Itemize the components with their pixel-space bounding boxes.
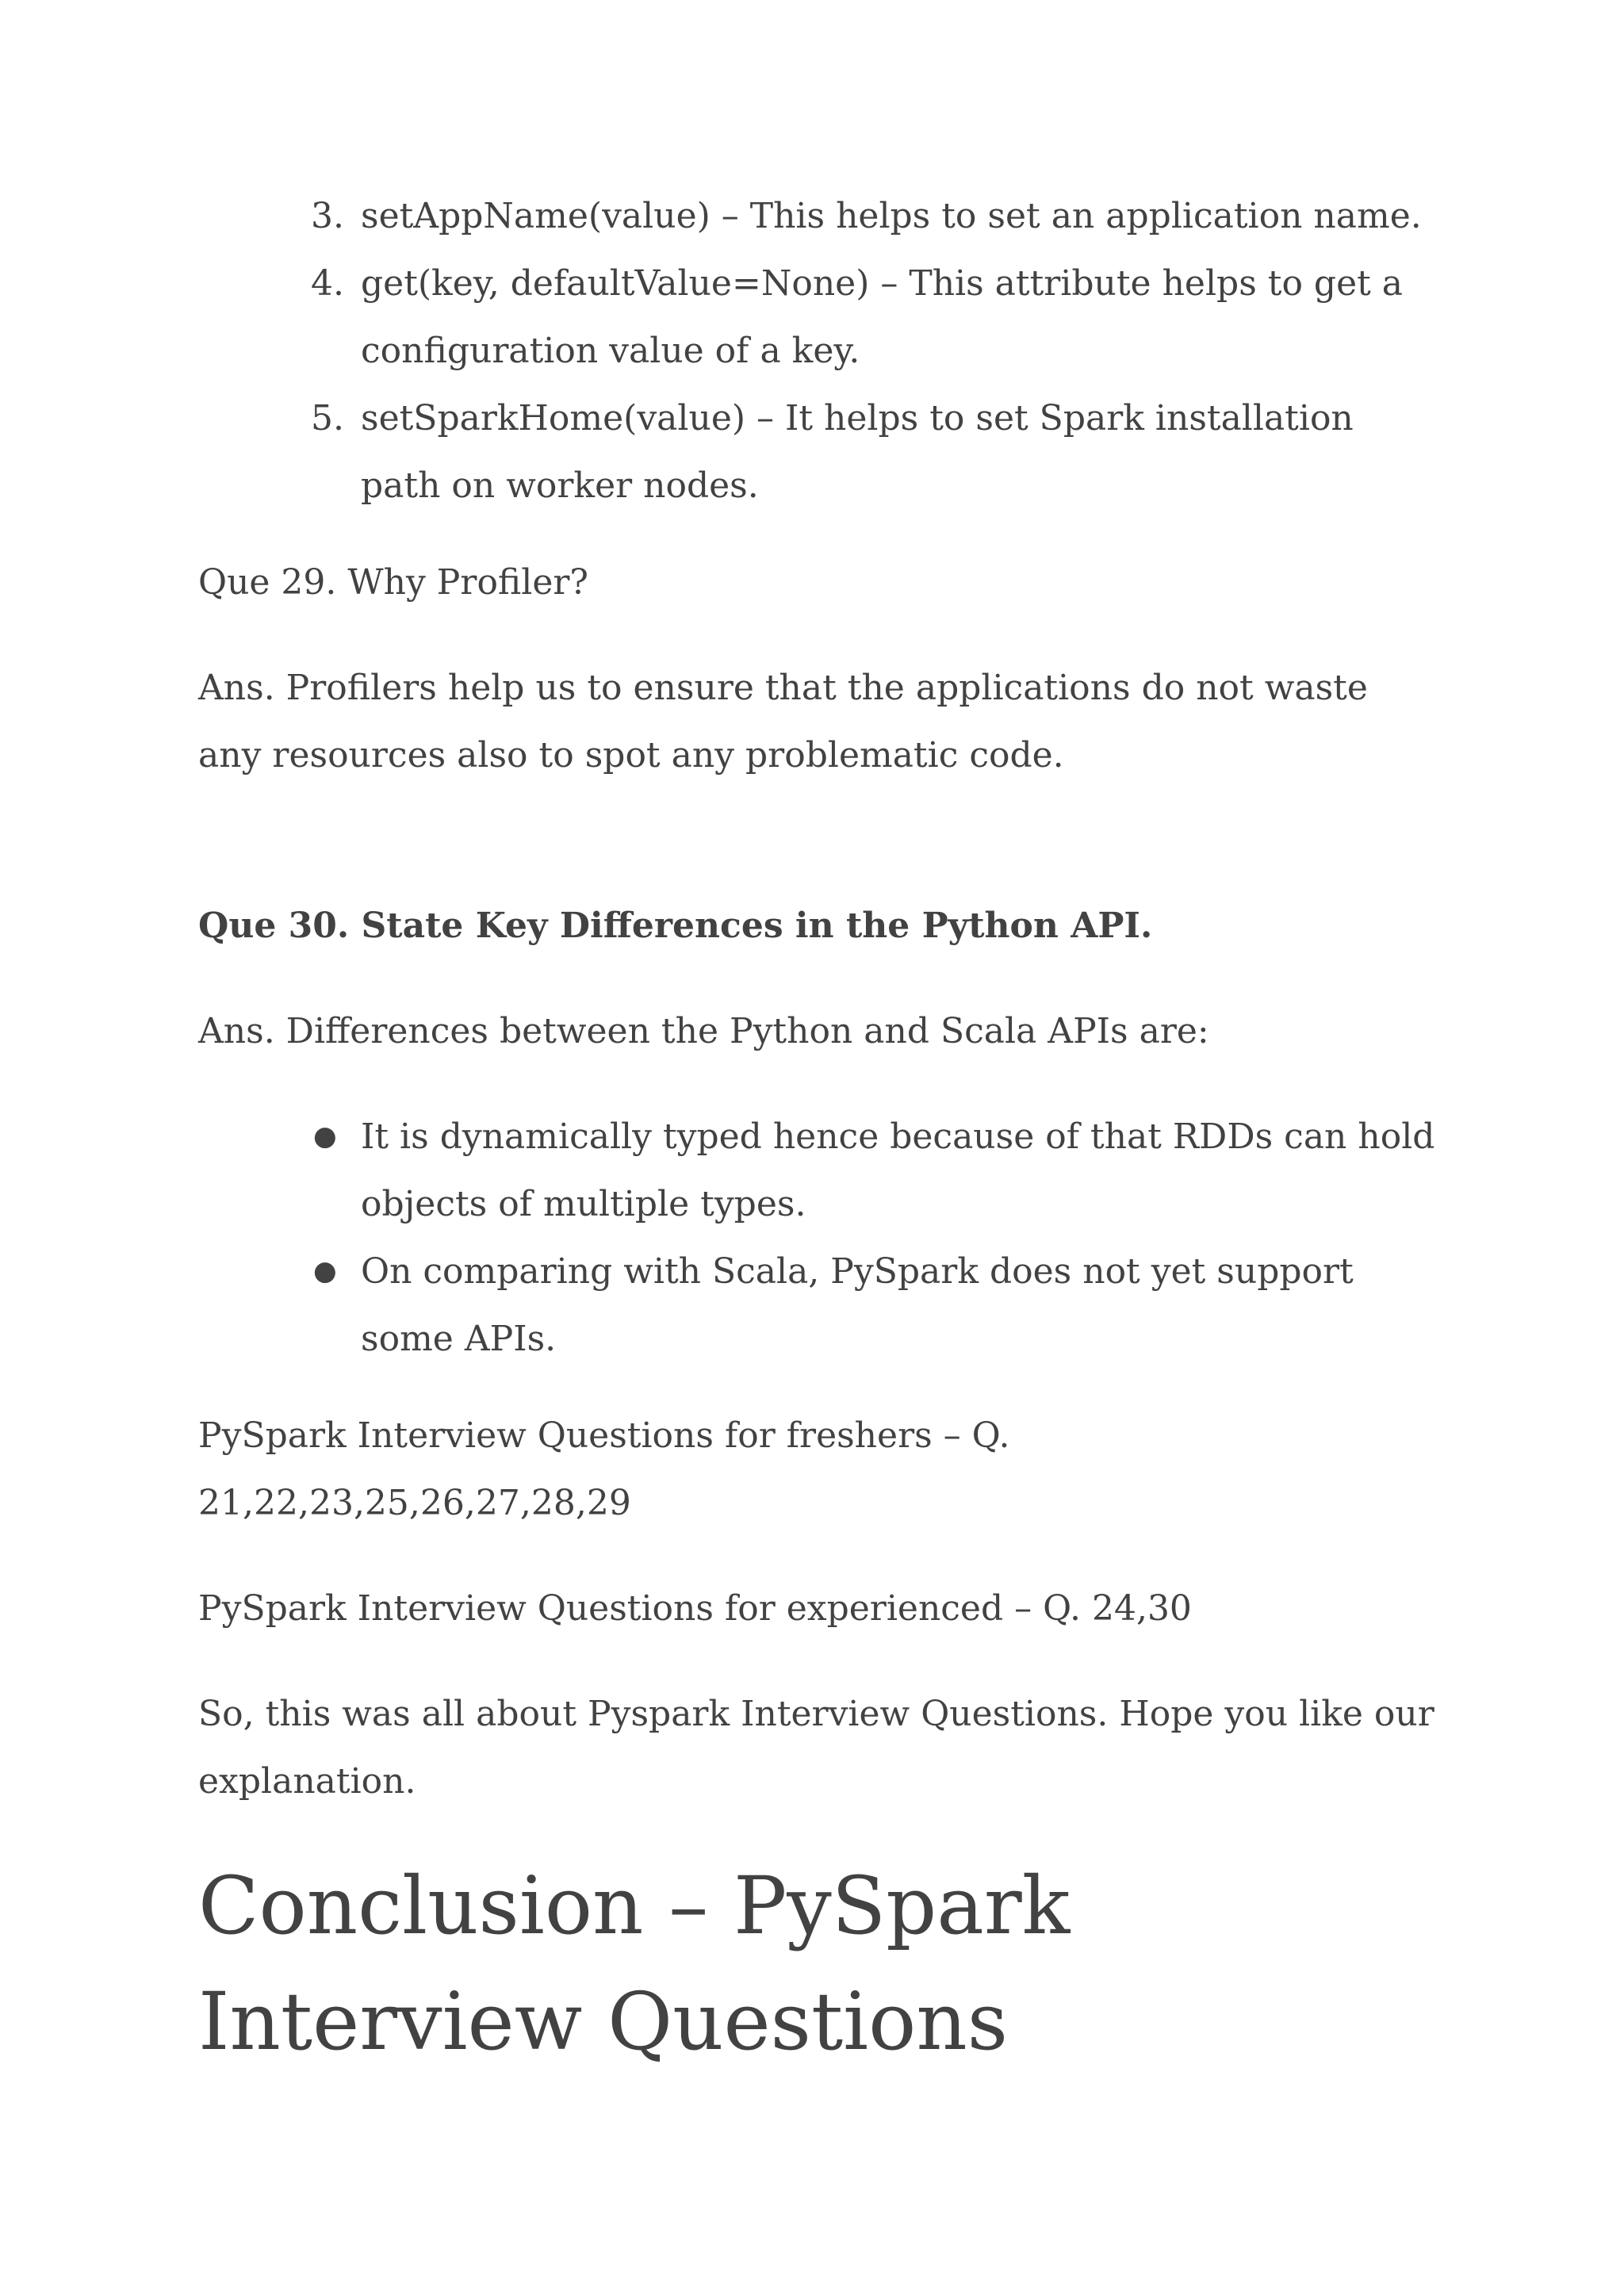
bullet-icon: ● [313,1255,337,1287]
bullet-icon: ● [313,1120,337,1152]
list-number: 5. [311,398,344,439]
list-item-text: get(key, defaultValue=None) – This attribute helps to get a configuration value of a key. [361,263,1404,371]
list-item-text: It is dynamically typed hence because of that RDDs can hold objects of multiple types. [361,1116,1435,1224]
experienced-questions: PySpark Interview Questions for experienced – Q. 24,30 [198,1588,1192,1629]
list-item [198,1238,1435,1373]
list-item [198,385,1435,519]
list-item-text: On comparing with Scala, PySpark does not yet support some APIs. [361,1251,1354,1359]
list-number: 4. [311,263,344,304]
list-item [198,1103,1435,1238]
differences-list [198,1103,1435,1373]
answer-29: Ans. Profilers help us to ensure that the applications do not waste any resources also to spot any problematic code. [198,668,1368,776]
list-item-text: setSparkHome(value) – It helps to set Spark installation path on worker nodes. [361,398,1354,506]
closing-paragraph: So, this was all about Pyspark Interview Questions. Hope you like our explanation. [198,1694,1434,1802]
list-item [198,250,1435,385]
list-item [198,182,1435,250]
list-number: 3. [311,196,344,236]
conclusion-heading: Conclusion – PySpark Interview Questions [198,1859,1071,2068]
config-methods-list [198,182,1435,519]
question-29: Que 29. Why Profiler? [198,562,589,603]
answer-30: Ans. Differences between the Python and Scala APIs are: [198,1011,1209,1051]
freshers-questions: PySpark Interview Questions for freshers – Q. 21,22,23,25,26,27,28,29 [198,1415,1010,1523]
document-page [198,182,1435,2080]
list-item-text: setAppName(value) – This helps to set an application name. [361,196,1422,236]
question-30: Que 30. State Key Differences in the Python API. [198,906,1153,946]
